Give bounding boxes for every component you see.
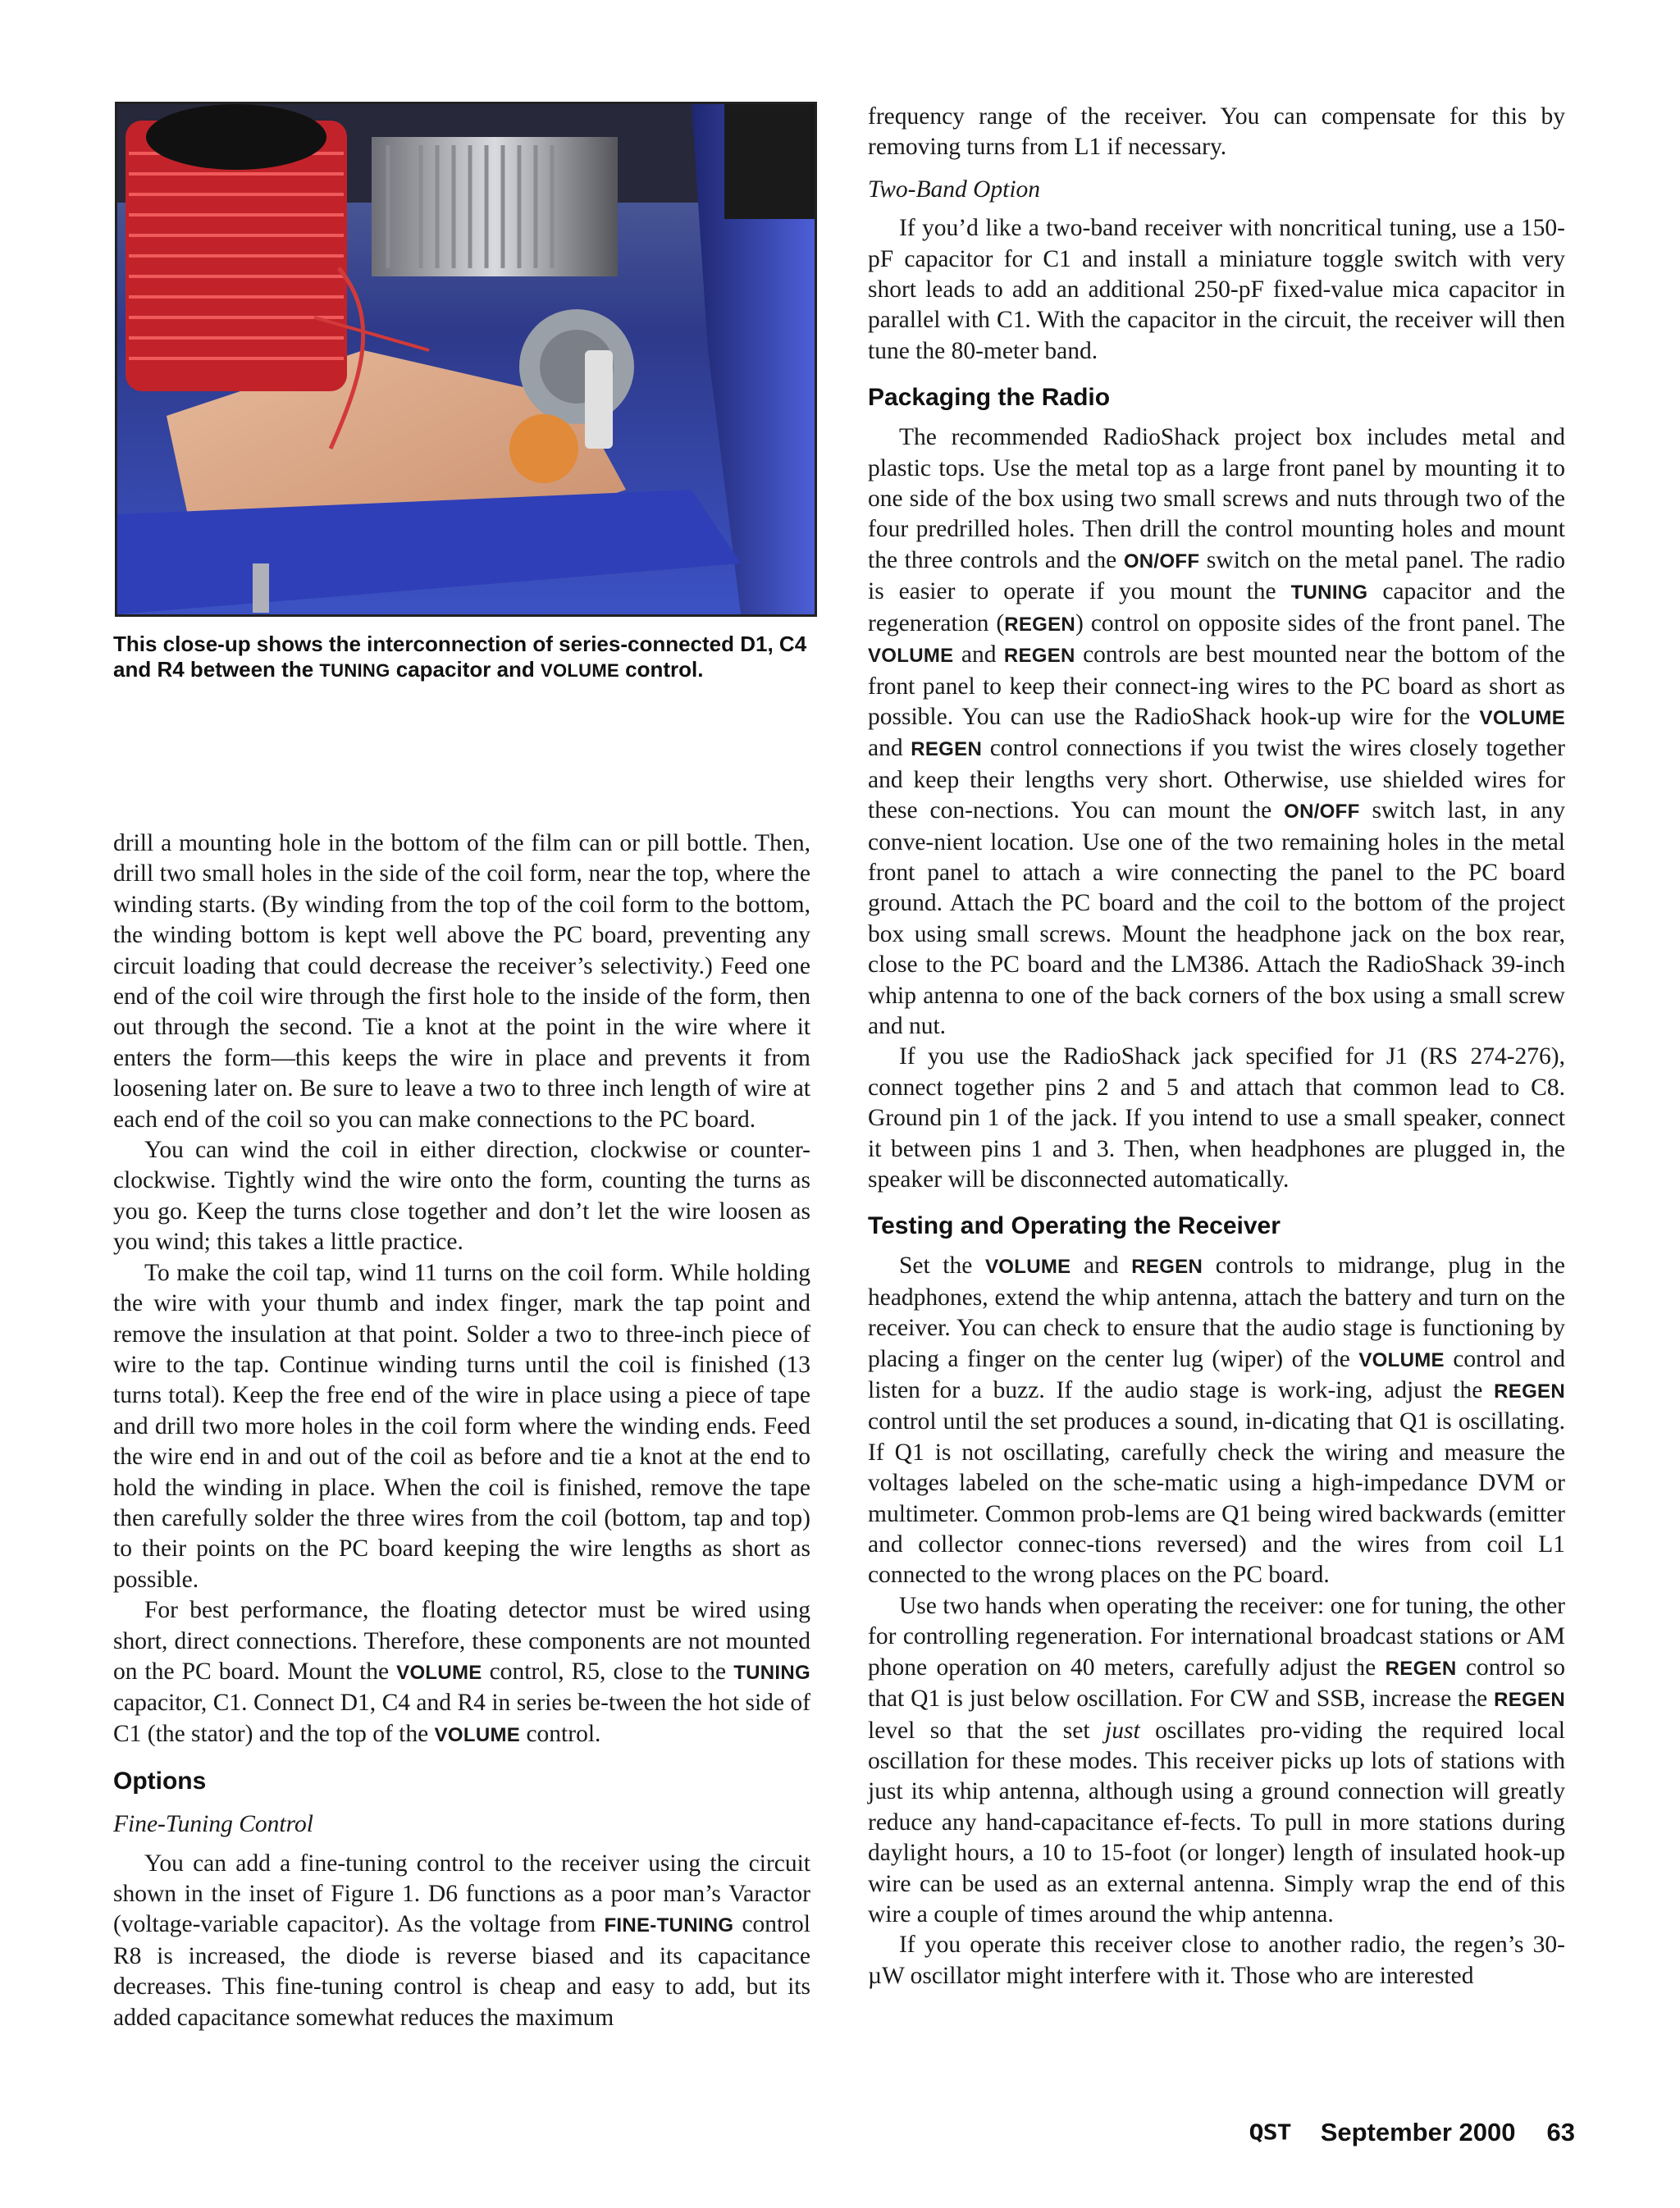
paragraph: You can wind the coil in either direction, clockwise or counter-clockwise. Tightly wind the wire onto the form, counting the turns as you go. Keep the turns close together and don’t let the wire loosen as you wind; this takes a little practice.: [113, 1137, 810, 1256]
control-label: FINE-TUNING: [604, 1914, 734, 1937]
section-heading-packaging: Packaging the Radio: [868, 384, 1111, 412]
control-label: TUNING: [319, 660, 390, 681]
issue-date: September 2000: [1320, 2118, 1516, 2146]
control-label: REGEN: [1131, 1256, 1203, 1279]
control-label: VOLUME: [868, 645, 954, 668]
control-label: REGEN: [1385, 1657, 1457, 1680]
control-label: VOLUME: [396, 1661, 482, 1684]
control-label: REGEN: [1004, 613, 1076, 636]
control-label: VOLUME: [1358, 1348, 1445, 1371]
control-label: TUNING: [733, 1661, 810, 1684]
paragraph: To make the coil tap, wind 11 turns on the coil form. While holding the wire with your thumb and index finger, mark the tap point and remove the insulation at that point. Solder a two to three-inch piece of wire to the tap. Continue winding turns until the coil is finished (13 turns total). Keep the free end of the wire in place using a piece of tape and drill two more holes in the coil form where the winding ends. Feed the wire end in and out of the coil as before and tie a knot at the end to hold the winding in place. When the coil is finished, remove the tape then carefully solder the three wires from the coil (bottom, tap and top) to their points on the PC board keeping the wire lengths as short as possible.: [113, 1259, 810, 1593]
control-label: REGEN: [911, 738, 983, 761]
paragraph: Set the VOLUME and REGEN controls to midrange, plug in the headphones, extend the whip antenna, attach the battery and turn on the receiver. You can check to ensure that the audio stage is functioning by placing a finger on the center lug (wiper) of the VOLUME control and listen for a buzz. If the audio stage is work-ing, adjust the REGEN control until the set produces a sound, in-dicating that Q1 is oscillating. If Q1 is not oscillating, carefully check the wiring and measure the voltages labeled on the sche-matic using a high-impedance DVM or multimeter. Common prob-lems are Q1 being wired backwards (emitter and collector connec-tions reversed) and the wires from coil L1 connected to the wrong places on the PC board.: [868, 1252, 1565, 1589]
qst-logo: QST: [1249, 2120, 1291, 2145]
paragraph: drill a mounting hole in the bottom of the film can or pill bottle. Then, drill two small holes in the side of the coil form, near the top, where the winding starts. (By winding from the top of the coil form to the bottom, the winding bottom is kept well above the PC board, preventing any circuit loading that could decrease the receiver’s selectivity.) Feed one end of the coil wire through the first hole to the inside of the form, then out through the second. Tie a knot at the point in the wire where it enters the form—this keeps the wire in place and prevents it from loosening later on. Be sure to leave a two to three inch length of wire at each end of the coil so you can make connections to the PC board.: [113, 830, 810, 1133]
control-label: ON/OFF: [1284, 801, 1360, 823]
paragraph: The recommended RadioShack project box includes metal and plastic tops. Use the metal top as a large front panel by mounting it to one side of the box using two small screws and nuts through two of the four predrilled holes. Then drill the control mounting holes and mount the three controls and the ON/OFF switch on the metal panel. The radio is easier to operate if you mount the TUNING capacitor and the regeneration (REGEN) control on opposite sides of the front panel. The VOLUME and REGEN controls are best mounted near the bottom of the front panel to keep their connect-ing wires to the PC board as short as possible. You can use the RadioShack hook-up wire for the VOLUME and REGEN control connections if you twist the wires closely together and keep their lengths very short. Otherwise, use shielded wires for these con-nections. You can mount the ON/OFF switch last, in any conve-nient location. Use one of the two remaining holes in the metal front panel to attach a wire connecting the panel to the PC board ground. Attach the PC board and the coil to the bottom of the project box using small screws. Mount the headphone jack on the box rear, close to the PC board and the LM386. Attach the RadioShack 39-inch whip antenna to one of the back corners of the box using a small screw and nut.: [868, 424, 1566, 1039]
control-label: ON/OFF: [1123, 550, 1200, 573]
control-label: REGEN: [1003, 645, 1075, 668]
paragraph: If you’d like a two-band receiver with noncritical tuning, use a 150-pF capacitor for C1 and install a miniature toggle switch with very short leads to add an additional 250-pF fixed-value mica capacitor in parallel with C1. With the capacitor in the circuit, the receiver will then tune the 80-meter band.: [868, 215, 1565, 364]
control-label: VOLUME: [541, 660, 619, 681]
control-label: VOLUME: [1479, 706, 1565, 729]
paragraph: frequency range of the receiver. You can compensate for this by removing turns from L1 if necessary.: [868, 103, 1565, 161]
section-heading-testing: Testing and Operating the Receiver: [868, 1212, 1281, 1240]
subheading-two-band: Two-Band Option: [868, 176, 1041, 203]
control-label: REGEN: [1494, 1380, 1565, 1403]
control-label: TUNING: [1290, 582, 1368, 604]
section-heading-options: Options: [113, 1768, 207, 1795]
figure-photo: [115, 102, 817, 617]
right-column: [868, 102, 1565, 1991]
control-label: VOLUME: [434, 1723, 521, 1746]
left-column: [113, 828, 810, 2033]
figure-caption: This close-up shows the interconnection of series-connected D1, C4 and R4 between the TUNING capacitor and VOLUME control.: [113, 632, 807, 682]
subheading-fine-tuning: Fine-Tuning Control: [113, 1811, 313, 1838]
paragraph: If you use the RadioShack jack specified for J1 (RS 274-276), connect together pins 2 and 5 and attach that common lead to C8. Ground pin 1 of the jack. If you intend to use a small speaker, connect it between pins 1 and 3. Then, when headphones are plugged in, the speaker will be disconnected automatically.: [868, 1043, 1565, 1193]
control-label: VOLUME: [984, 1256, 1071, 1279]
paragraph: Use two hands when operating the receiver: one for tuning, the other for controlling regeneration. For international broadcast stations or AM phone operation on 40 meters, carefully adjust the REGEN control so that Q1 is just below oscillation. For CW and SSB, increase the REGEN level so that the set just oscillates pro-viding the required local oscillation for these modes. This receiver picks up lots of stations with just its whip antenna, although using a ground connection will greatly reduce any hand-capacitance ef-fects. To pull in more stations during daylight hours, a 10 to 15-foot (or longer) length of insulated hook-up wire can be used as an external antenna. Simply wrap the end of this wire a couple of times around the whip antenna.: [868, 1592, 1566, 1927]
paragraph: If you operate this receiver close to another radio, the regen’s 30-µW oscillator might interfere with it. Those who are interested: [868, 1932, 1565, 1989]
control-label: REGEN: [1494, 1689, 1565, 1712]
page-footer: [1132, 2114, 1575, 2151]
page-number: 63: [1546, 2118, 1575, 2146]
paragraph: For best performance, the floating detector must be wired using short, direct connections. Therefore, these components are not mounted on the PC board. Mount the VOLUME control, R5, close to the TUNING capacitor, C1. Connect D1, C4 and R4 in series be-tween the hot side of C1 (the stator) and the top of the VOLUME control.: [113, 1597, 810, 1747]
paragraph: You can add a fine-tuning control to the receiver using the circuit shown in the inset of Figure 1. D6 functions as a poor man’s Varactor (voltage-variable capacitor). As the voltage from FINE-TUNING control R8 is increased, the diode is reverse biased and its capacitance decreases. This fine-tuning control is cheap and easy to add, but its added capacitance somewhat reduces the maximum: [113, 1850, 810, 2031]
